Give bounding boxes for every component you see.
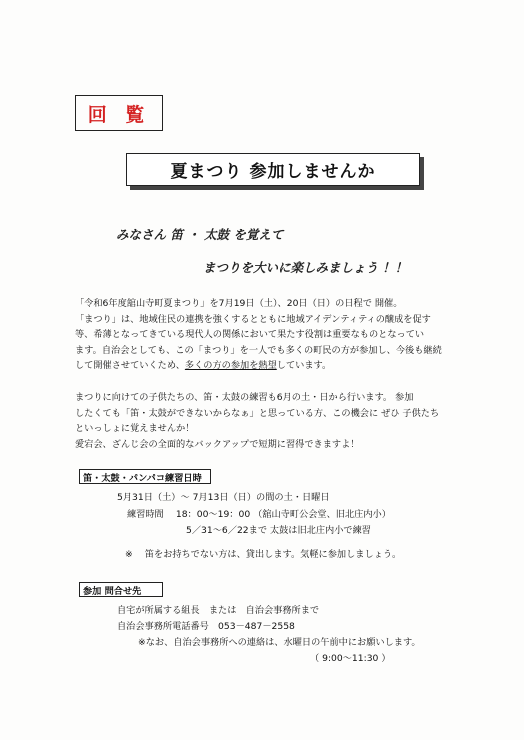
intro-paragraph [75, 296, 442, 374]
practice-line-4: 愛宕会、ざんじ会の全面的なバックアップで短期に習得できますよ！ [75, 438, 360, 450]
practice-line-3: といっしょに覚えませんか！ [75, 423, 195, 435]
contact-phone: 自治会事務所電話番号 053－487－2558 [117, 621, 295, 632]
slogan-line-1: みなさん 笛 ・ 太鼓 を覚えて [116, 227, 284, 242]
intro-emphasis: 多くの方の参加を熱望 [184, 360, 277, 372]
intro-line-2: 「まつり」は、地域住民の連携を強くするとともに地域アイデンティティの醸成を促す [75, 313, 431, 325]
schedule-note: 5／31～6／22まで 太鼓は旧北庄内小で練習 [186, 525, 371, 536]
page-title: 夏まつり 参加しませんか [170, 162, 376, 182]
intro-line-5a: して開催させていくため、 [75, 360, 185, 372]
contact-hours: （ 9:00～11:30 ） [310, 653, 391, 664]
intro-line-5c: しています。 [276, 360, 332, 372]
flute-lending-note: ※ 笛をお持ちでない方は、貸出します。気軽に参加しましょう。 [125, 549, 402, 560]
circulation-label: 回 覧 [87, 103, 151, 126]
schedule-label: 笛・太鼓・パンパコ練習日時 [79, 469, 211, 484]
contact-note: ※なお、自治会事務所への連絡は、水曜日の午前中にお願いします。 [138, 637, 421, 648]
contact-line-1: 自宅が所属する組長 または 自治会事務所まで [117, 605, 320, 616]
slogan-line-2: まつりを大いに楽しみましょう ！！ [203, 260, 408, 275]
intro-line-3: 等、希薄となってきている現代人の関係において果たす役割は重要なものとなってい [75, 329, 425, 341]
schedule-period: 5月31日（土）～ 7月13日（日）の間の土・日曜日 [117, 492, 330, 503]
intro-line-1: 「令和6年度舘山寺町夏まつり」を7月19日（土）、20日（日）の日程で 開催。 [75, 298, 403, 309]
circulation-stamp [75, 95, 163, 131]
practice-line-1: まつりに向けての子供たちの、笛・太鼓の練習も6月の土・日から行います。 参加 [75, 392, 414, 403]
contact-label: 参加 問合せ先 [79, 582, 163, 597]
schedule-time: 練習時間 18：00～19：00 （舘山寺町公会堂、旧北庄内小） [127, 509, 391, 520]
title-box [126, 153, 420, 186]
practice-intro-paragraph [75, 390, 439, 452]
practice-line-2: したくても「笛・太鼓ができないからなぁ」と思っている方、この機会に ぜひ 子供たち [75, 407, 440, 419]
intro-line-4: ます。自治会としても、この「まつり」を一人でも多くの町民の方が参加し、今後も継続 [75, 344, 442, 356]
